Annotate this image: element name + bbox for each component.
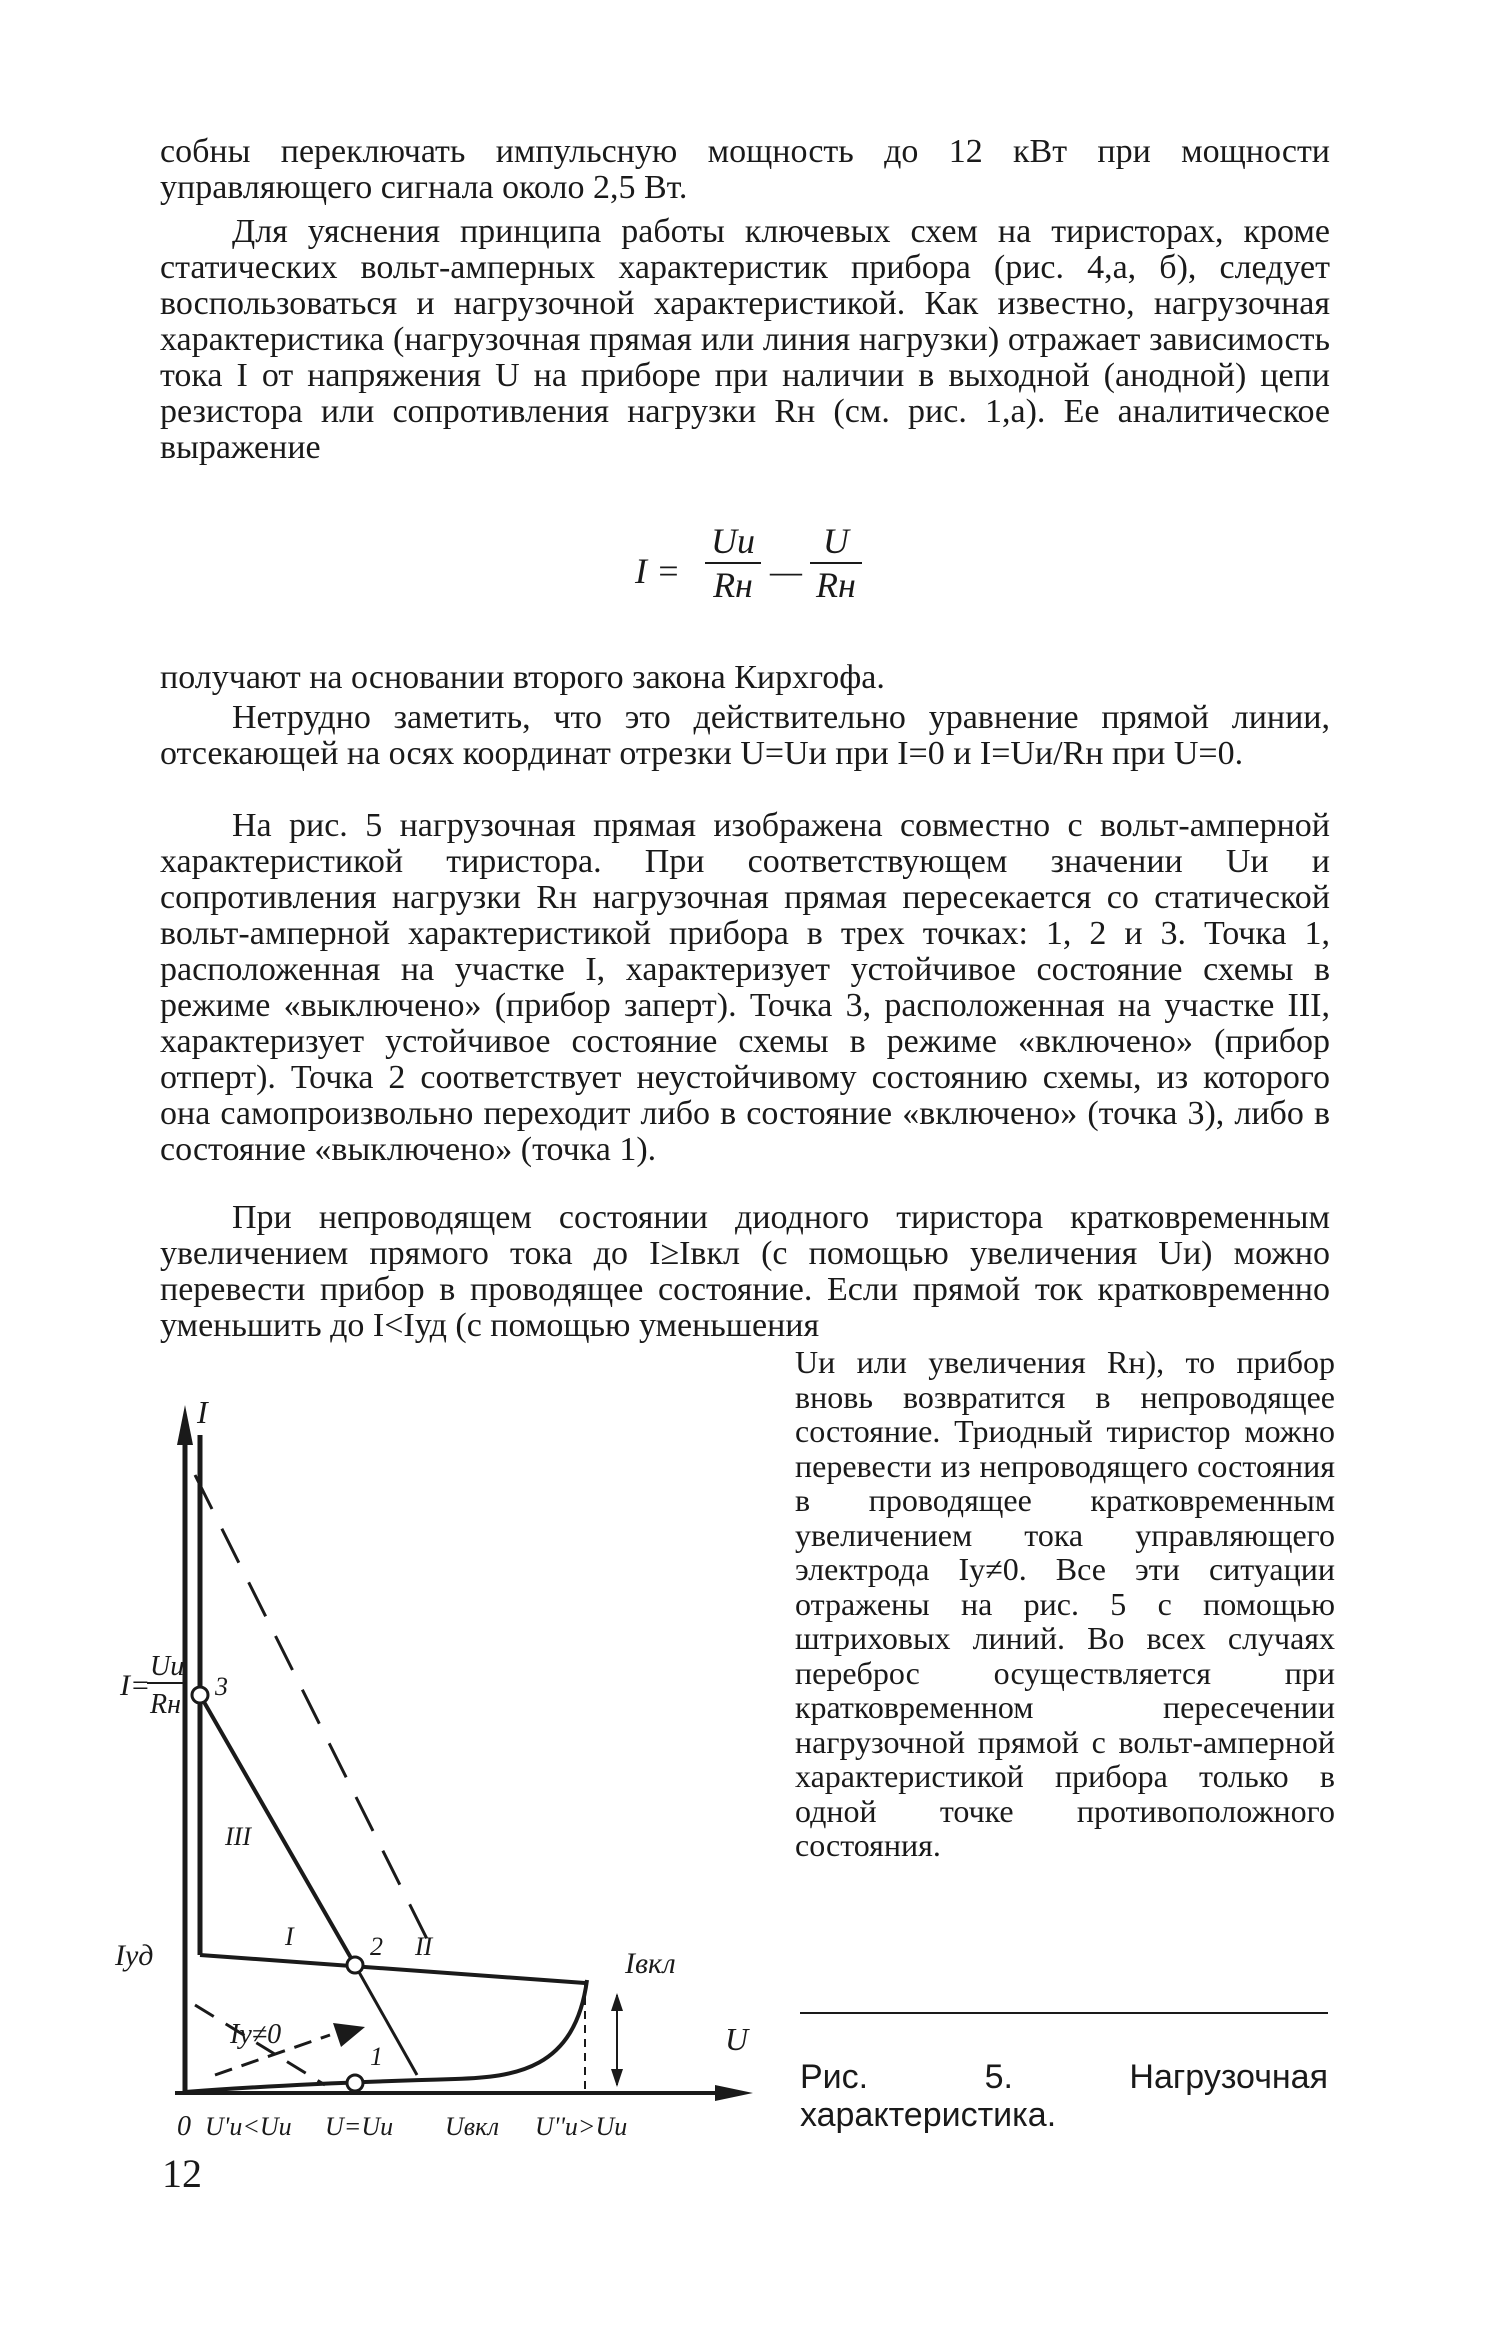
label-x-u: U=Uи	[325, 2112, 394, 2141]
paragraph-3: получают на основании второго закона Кирхгофа.	[160, 659, 885, 696]
label-control: Iу≠0	[230, 2019, 282, 2050]
label-segment-ii: II	[415, 1932, 433, 1961]
paragraph-4: Нетрудно заметить, что это действительно уравнение прямой линии, отсекающей на осях координат отрезки U=Uи при I=0 и I=Uи/Rн при U=0.	[160, 699, 1330, 772]
load-line-formula	[620, 520, 920, 620]
formula-minus: —	[770, 551, 803, 591]
delta-up-arrow-icon	[611, 1993, 623, 2011]
side-paragraph: Uи или увеличения Rн), то прибор вновь возвратится в непроводящее состояние. Триодный тиристор можно перевести из непроводящего состояния в проводящее кратковременным увеличением тока управляющего электрода Iу≠0. Все эти ситуации отражены на рис. 5 с помощью штриховых линий. Во всех случаях переброс осуществляется при кратковременном пересечении нагрузочной прямой с вольт-амперной характеристикой прибора только в одной точке противоположного состояния.	[795, 1344, 1335, 1863]
vac-segment-ii	[200, 1955, 585, 1983]
label-segment-iii: III	[225, 1822, 251, 1851]
formula-den-2: Rн	[816, 565, 856, 605]
label-x-u1: U'и<Uи	[205, 2112, 292, 2141]
caption-rule	[800, 2012, 1328, 2014]
page-number: 12	[162, 2151, 202, 2196]
label-x-uon: Uвкл	[445, 2112, 500, 2141]
formula-num-2: U	[810, 520, 862, 564]
formula-fraction-1	[705, 520, 761, 606]
paragraph-5: На рис. 5 нагрузочная прямая изображена совместно с вольт-амперной характеристикой тиристора. При соответствующем значении Uи и сопротивления нагрузки Rн нагрузочная прямая пересекается со статической вольт-амперной характеристикой прибора в трех точках: 1, 2 и 3. Точка 1, расположенная на участке I, характеризует устойчивое состояние схемы в режиме «выключено» (прибор заперт). Точка 3, расположенная на участке III, характеризует устойчивое состояние схемы в режиме «включено» (прибор отперт). Точка 2 соответствует неустойчивому состоянию схемы, из которого она самопроизвольно переходит либо в состояние «включено» (точка 3), либо в состояние «выключено» (точка 1).	[160, 807, 1330, 1168]
formula-lhs: I =	[635, 551, 681, 591]
i-axis-arrow-icon	[177, 1405, 193, 1445]
label-load-num: Uи	[150, 1651, 185, 1682]
point-3-marker	[192, 1687, 208, 1703]
label-x-u2: U''и>Uи	[535, 2112, 628, 2141]
load-line-lower	[355, 1965, 417, 2075]
paragraph-6: При непроводящем состоянии диодного тиристора кратковременным увеличением прямого тока до I≥Iвкл (с помощью увеличения Uи) можно перевести прибор в проводящее состояние. Если прямой ток кратковременно уменьшить до I<Iуд (с помощью уменьшения	[160, 1199, 1330, 1344]
label-point-2: 2	[370, 1932, 383, 1961]
label-i-hold: Iуд	[115, 1939, 154, 1972]
formula-fraction-2	[810, 520, 862, 606]
load-line	[200, 1695, 355, 1965]
label-i-on: Iвкл	[625, 1947, 676, 1980]
label-point-1: 1	[370, 2042, 383, 2071]
label-point-3: 3	[215, 1672, 228, 1701]
point-1-marker	[347, 2075, 363, 2091]
label-origin: 0	[177, 2111, 191, 2142]
label-load-den: Rн	[150, 1689, 181, 1720]
formula-num-1: Uи	[705, 520, 761, 564]
label-segment-i: I	[285, 1922, 294, 1951]
control-arrow-icon	[333, 2023, 365, 2047]
label-u-axis: U	[725, 2021, 749, 2057]
formula-den-1: Rн	[713, 565, 753, 605]
delta-down-arrow-icon	[611, 2069, 623, 2087]
label-i-axis: I	[197, 1394, 208, 1430]
dashed-load-line-upper	[195, 1475, 435, 1955]
paragraph-2: Для уяснения принципа работы ключевых схем на тиристорах, кроме статических вольт-амперных характеристик прибора (рис. 4,а, б), следует воспользоваться и нагрузочной характеристикой. Как известно, нагрузочная характеристика (нагрузочная прямая или линия нагрузки) отражает зависимость тока I от напряжения U на приборе при наличии в выходной (анодной) цепи резистора или сопротивления нагрузки Rн (см. рис. 1,а). Ее аналитическое выражение	[160, 213, 1330, 466]
label-load-current: I=	[120, 1669, 151, 1702]
paragraph-1: собны переключать импульсную мощность до 12 кВт при мощности управляющего сигнала около 2,5 Вт.	[160, 133, 1330, 206]
load-characteristic-figure	[115, 1394, 765, 2155]
point-2-marker	[347, 1957, 363, 1973]
u-axis-arrow-icon	[715, 2085, 753, 2101]
figure-caption: Рис. 5. Нагрузочная характеристика.	[800, 2058, 1328, 2134]
